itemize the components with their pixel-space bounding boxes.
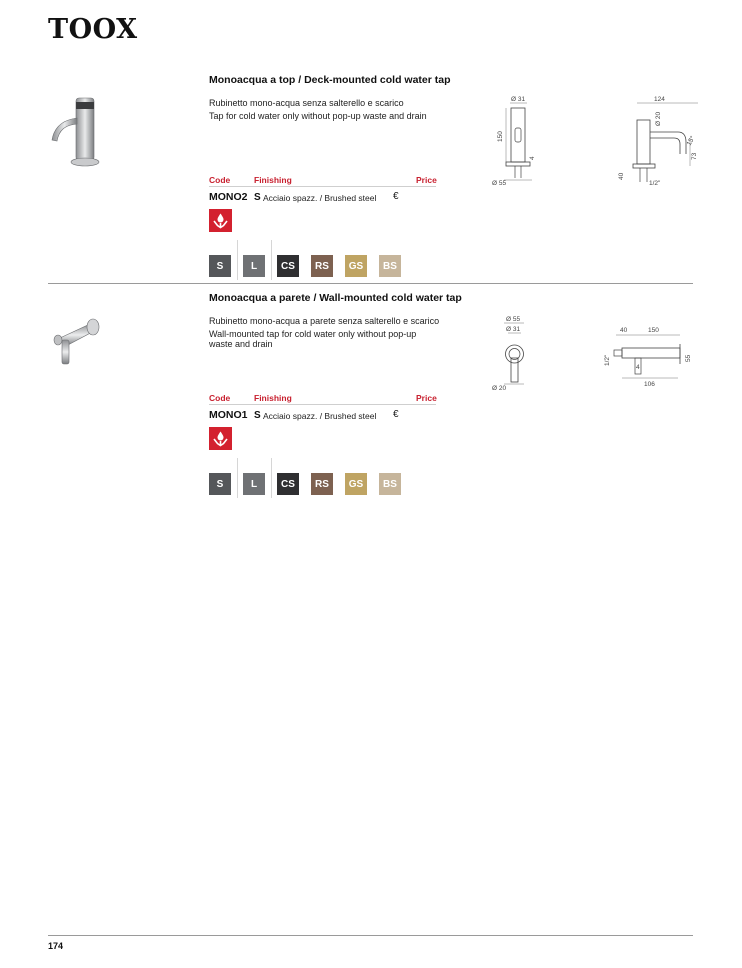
dim-front-spout: Ø 20 xyxy=(492,385,507,392)
dim-side-base: 40 xyxy=(618,172,625,180)
swatch-cs: CS xyxy=(277,255,299,277)
dim-side-length: 150 xyxy=(648,327,659,334)
swatch-s: S xyxy=(209,255,231,277)
header-divider xyxy=(209,404,436,405)
swatch-l: L xyxy=(243,255,265,277)
header-price: Price xyxy=(416,393,437,403)
swatch-s: S xyxy=(209,473,231,495)
dim-front-inner: Ø 31 xyxy=(506,326,521,333)
footer-divider xyxy=(48,935,693,936)
technical-drawing-side xyxy=(612,94,702,186)
dim-side-wall: 40 xyxy=(620,327,628,334)
price-value: € xyxy=(393,409,399,420)
product-photo-deck-tap xyxy=(44,96,104,174)
dim-side-depth: 106 xyxy=(644,381,655,388)
header-divider xyxy=(209,186,436,187)
finish-name: Acciaio spazz. / Brushed steel xyxy=(263,411,377,421)
header-finishing: Finishing xyxy=(254,393,292,403)
swatch-bs: BS xyxy=(379,255,401,277)
dim-front-outer: Ø 55 xyxy=(506,316,521,323)
product-title: Monoacqua a top / Deck-mounted cold water tap xyxy=(209,74,451,86)
product-title: Monoacqua a parete / Wall-mounted cold water tap xyxy=(209,292,462,304)
brand-logo: TOOX xyxy=(48,14,138,45)
swatch-bs: BS xyxy=(379,473,401,495)
dim-side-small: 4 xyxy=(636,364,640,371)
swatch-rs: RS xyxy=(311,473,333,495)
price-value: € xyxy=(393,191,399,202)
finish-name: Acciaio spazz. / Brushed steel xyxy=(263,193,377,203)
swatch-l: L xyxy=(243,473,265,495)
product-deck-mounted xyxy=(0,74,742,284)
description-it: Rubinetto mono-acqua a parete senza salterello e scarico xyxy=(209,316,440,326)
swatch-separator xyxy=(271,458,272,498)
water-drop-hand-icon xyxy=(212,212,229,229)
swatch-gs: GS xyxy=(345,255,367,277)
finish-letter: S xyxy=(254,192,261,203)
water-saving-badge xyxy=(209,209,232,232)
dim-front-small: 4 xyxy=(529,156,536,160)
technical-drawing-front xyxy=(490,314,540,392)
product-code: MONO2 xyxy=(209,191,248,203)
technical-drawing-side xyxy=(600,324,698,390)
swatch-separator xyxy=(237,240,238,280)
technical-drawing-front xyxy=(488,94,538,186)
dim-side-height: 55 xyxy=(685,354,692,362)
header-code: Code xyxy=(209,175,231,185)
product-wall-mounted xyxy=(0,292,742,502)
header-finishing: Finishing xyxy=(254,175,292,185)
description-it: Rubinetto mono-acqua senza salterello e scarico xyxy=(209,98,404,108)
dim-side-thread: 1/2" xyxy=(604,354,611,366)
swatch-separator xyxy=(237,458,238,498)
description-en: Tap for cold water only without pop-up waste and drain xyxy=(209,110,427,121)
swatch-rs: RS xyxy=(311,255,333,277)
swatch-separator xyxy=(271,240,272,280)
header-price: Price xyxy=(416,175,437,185)
dim-side-spout: Ø 20 xyxy=(655,111,662,126)
product-description xyxy=(209,316,441,352)
dim-side-spout-height: 73 xyxy=(691,152,698,160)
section-divider xyxy=(48,283,693,284)
water-saving-badge xyxy=(209,427,232,450)
dim-front-base: Ø 55 xyxy=(492,180,507,186)
dim-front-height: 150 xyxy=(497,131,504,142)
description-en: Wall-mounted tap for cold water only without pop-up waste and drain xyxy=(209,328,417,349)
header-code: Code xyxy=(209,393,231,403)
product-photo-wall-tap xyxy=(50,316,102,368)
finish-letter: S xyxy=(254,410,261,421)
swatch-cs: CS xyxy=(277,473,299,495)
dim-side-reach: 124 xyxy=(654,96,665,103)
product-code: MONO1 xyxy=(209,409,248,421)
product-description xyxy=(209,98,441,123)
swatch-gs: GS xyxy=(345,473,367,495)
dim-front-top: Ø 31 xyxy=(511,96,526,103)
dim-side-thread: 1/2" xyxy=(649,180,661,186)
dim-side-angle: 15° xyxy=(685,134,697,147)
page-number: 174 xyxy=(48,941,64,951)
water-drop-hand-icon xyxy=(212,430,229,447)
